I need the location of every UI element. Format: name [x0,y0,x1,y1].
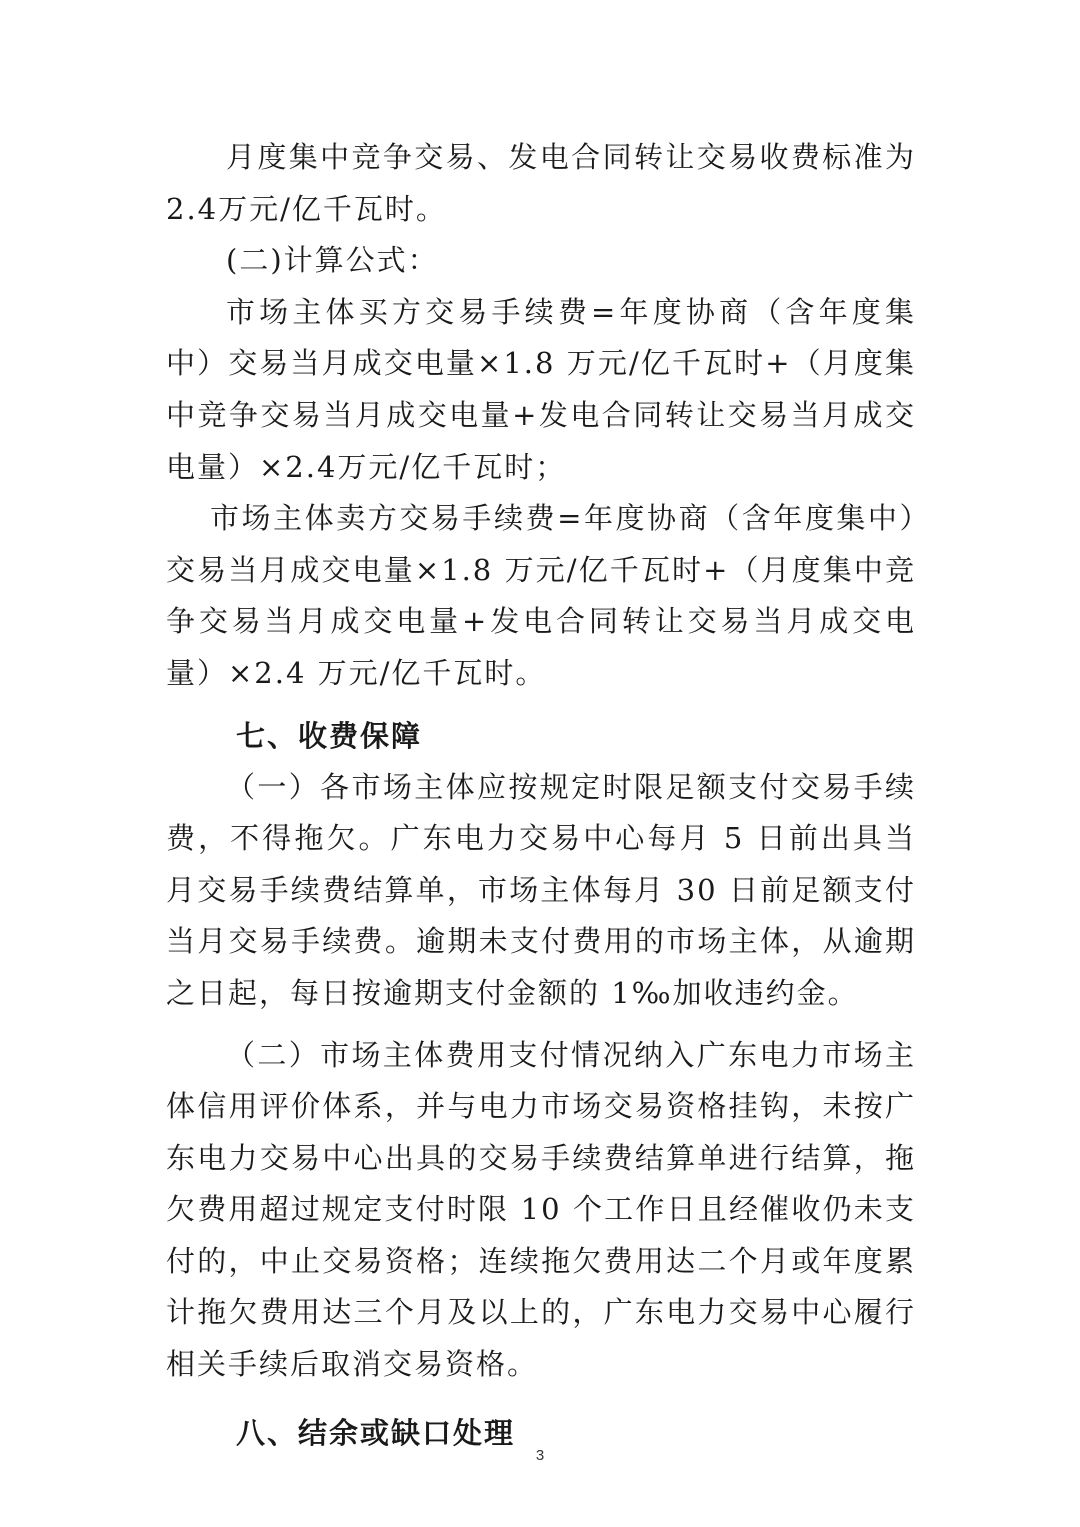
fee-standard-paragraph: 月度集中竞争交易、发电合同转让交易收费标准为 2.4万元/亿千瓦时。 [166,140,916,226]
formula-subheading: (二)计算公式： [226,243,439,278]
seller-fee-formula: 市场主体卖方交易手续费=年度协商（含年度集中）交易当月成交电量×1.8 万元/亿千瓦时+（月度集中竞争交易当月成交电量+发电合同转让交易当月成交电量）×2.4 万元/亿千瓦时。 [166,501,916,690]
section-heading-surplus-deficit: 八、结余或缺口处理 [236,1415,516,1450]
page-body [166,132,916,1459]
buyer-fee-formula: 市场主体买方交易手续费=年度协商（含年度集中）交易当月成交电量×1.8 万元/亿千瓦时+（月度集中竞争交易当月成交电量+发电合同转让交易当月成交电量）×2.4万元/亿千瓦时； [166,294,916,484]
page-number: 3 [535,1447,545,1464]
payment-deadline-paragraph: （一）各市场主体应按规定时限足额支付交易手续费，不得拖欠。广东电力交易中心每月 5 日前出具当月交易手续费结算单，市场主体每月 30 日前足额支付当月交易手续费。逾期未支付费用的市场主体，从逾期之日起，每日按逾期支付金额的 1‰加收违约金。 [166,769,916,1010]
credit-evaluation-paragraph: （二）市场主体费用支付情况纳入广东电力市场主体信用评价体系，并与电力市场交易资格挂钩，未按广东电力交易中心出具的交易手续费结算单进行结算，拖欠费用超过规定支付时限 10 个工作日且经催收仍未支付的，中止交易资格；连续拖欠费用达二个月或年度累计拖欠费用达三个月及以上的，广东电力交易中心履行相关手续后取消交易资格。 [166,1037,916,1382]
section-heading-fee-guarantee: 七、收费保障 [236,718,423,753]
